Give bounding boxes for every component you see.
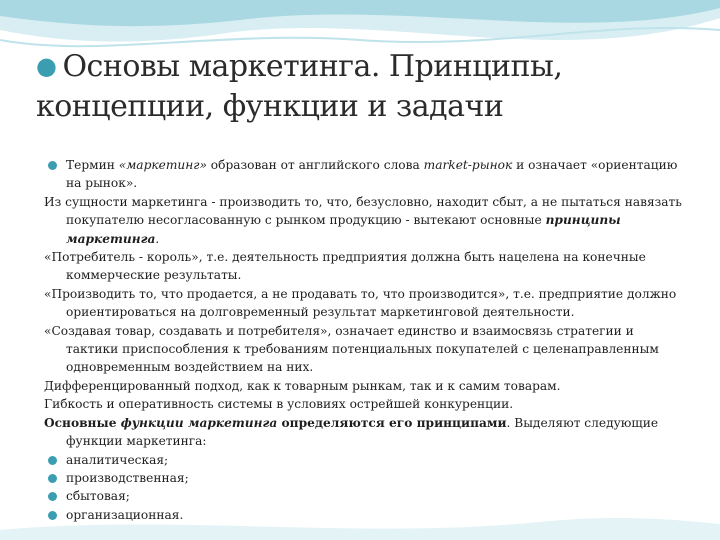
title-line-2: концепции, функции и задачи (36, 89, 504, 124)
list-item: производственная; (44, 469, 684, 487)
paragraph-principle-2: «Производить то, что продается, а не продавать то, что производится», т.е. предприятие должно ориентироваться на долговременный результат маркетинговой деятельности. (44, 286, 677, 320)
bullet-icon (48, 456, 57, 465)
title-bullet-icon: ● (36, 52, 57, 80)
footer-wave-decoration (0, 500, 720, 540)
paragraph-principle-4: Дифференцированный подход, как к товарным рынкам, так и к самим товарам. (44, 378, 561, 393)
bullet-icon (48, 161, 57, 170)
list-item: сбытовая; (44, 487, 684, 505)
page-title (36, 46, 696, 127)
slide-body (44, 156, 684, 524)
list-item: аналитическая; (44, 451, 684, 469)
paragraph-term: Термин «маркетинг» образован от английского слова market-рынок и означает «ориентацию на рынок». (44, 156, 684, 193)
paragraph-principle-3: «Создавая товар, создавать и потребителя», означает единство и взаимосвязь стратегии и тактики приспособления к требованиям потенциальных покупателей с целенаправленным одновременным воздействием на них. (44, 323, 659, 375)
bullet-icon (48, 474, 57, 483)
paragraph-functions-intro: Основные функции маркетинга определяются его принципами. Выделяют следующие функции маркетинга: (44, 415, 659, 449)
paragraph-principle-1: «Потребитель - король», т.е. деятельность предприятия должна быть нацелена на конечные коммерческие результаты. (44, 250, 646, 283)
paragraph-essence: Из сущности маркетинга - производить то, что, безусловно, находит сбыт, а не пытаться навязать покупателю несогласованную с рынком продукцию - вытекают основные принципы маркетинга. (44, 194, 682, 246)
title-line-1: Основы маркетинга. Принципы, (62, 49, 563, 84)
list-item: организационная. (44, 506, 684, 524)
paragraph-principle-5: Гибкость и оперативность системы в условиях острейшей конкуренции. (44, 397, 514, 412)
